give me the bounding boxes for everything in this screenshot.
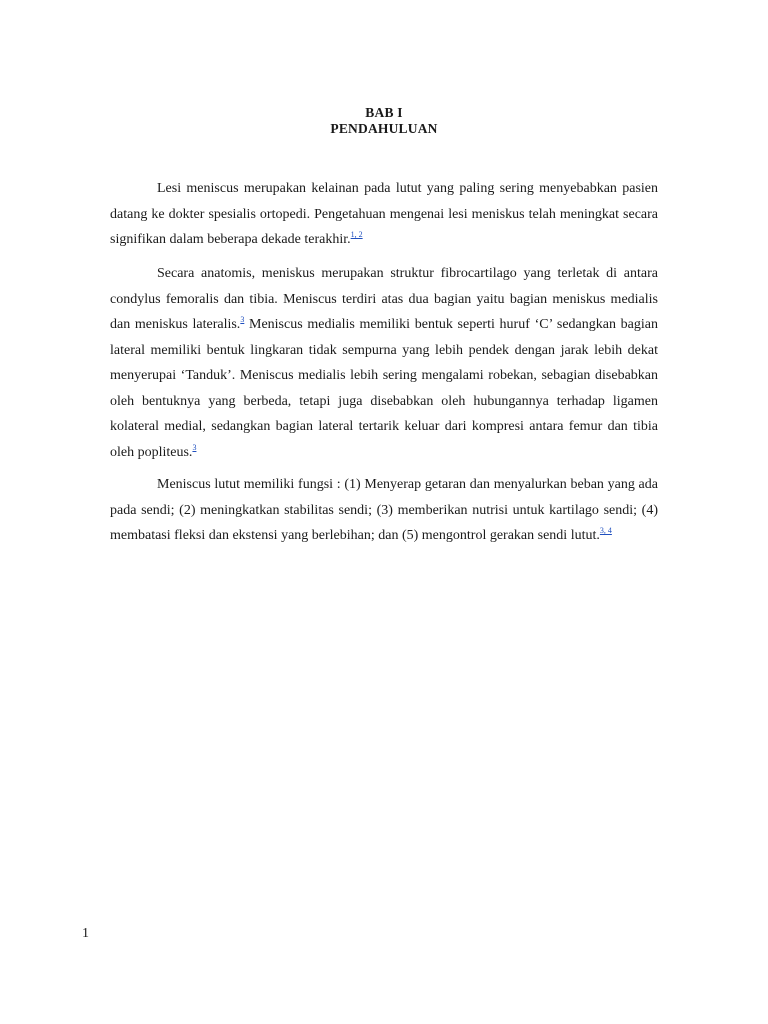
chapter-title: PENDAHULUAN: [330, 121, 438, 136]
reference-link[interactable]: 3, 4: [599, 526, 612, 535]
paragraph-3: [110, 472, 658, 549]
page-number: 1: [82, 926, 89, 941]
paragraph-text: Secara anatomis, meniskus merupakan struktur fibrocartilago yang terletak di antara condylus femoralis dan tibia. Meniscus terdiri atas dua bagian yaitu bagian meniskus medialis dan meniskus lateralis.: [110, 266, 658, 332]
paragraph-text: Meniscus lutut memiliki fungsi : (1) Menyerap getaran dan menyalurkan beban yang ada pada sendi; (2) meningkatkan stabilitas sendi; (3) memberikan nutrisi untuk kartilago sendi; (4) membatasi fleksi dan ekstensi yang berlebihan; dan (5) mengontrol gerakan sendi lutut.: [110, 477, 658, 543]
paragraph-text: Lesi meniscus merupakan kelainan pada lutut yang paling sering menyebabkan pasien datang ke dokter spesialis ortopedi. Pengetahuan mengenai lesi meniskus telah meningkat secara signifikan dalam beberapa dekade terakhir.: [110, 181, 658, 247]
paragraph-1: [110, 176, 658, 253]
paragraph-text: Meniscus medialis memiliki bentuk seperti huruf ‘C’ sedangkan bagian lateral memiliki bentuk lingkaran tidak sempurna yang lebih pendek dengan jarak lebih dekat menyerupai ‘Tanduk’. Meniscus medialis lebih sering mengalami robekan, sebagian disebabkan oleh bentuknya yang berbeda, tetapi juga disebabkan oleh hubungannya terhadap ligamen kolateral medial, sedangkan bagian lateral tertarik keluar dari kompresi antara femur dan tibia oleh popliteus.: [110, 317, 658, 460]
reference-link[interactable]: 3: [192, 442, 197, 452]
reference-link[interactable]: 1, 2: [350, 230, 363, 239]
paragraph-2: [110, 261, 658, 465]
reference-link[interactable]: 3: [240, 315, 245, 324]
chapter-number: BAB I: [365, 105, 403, 120]
